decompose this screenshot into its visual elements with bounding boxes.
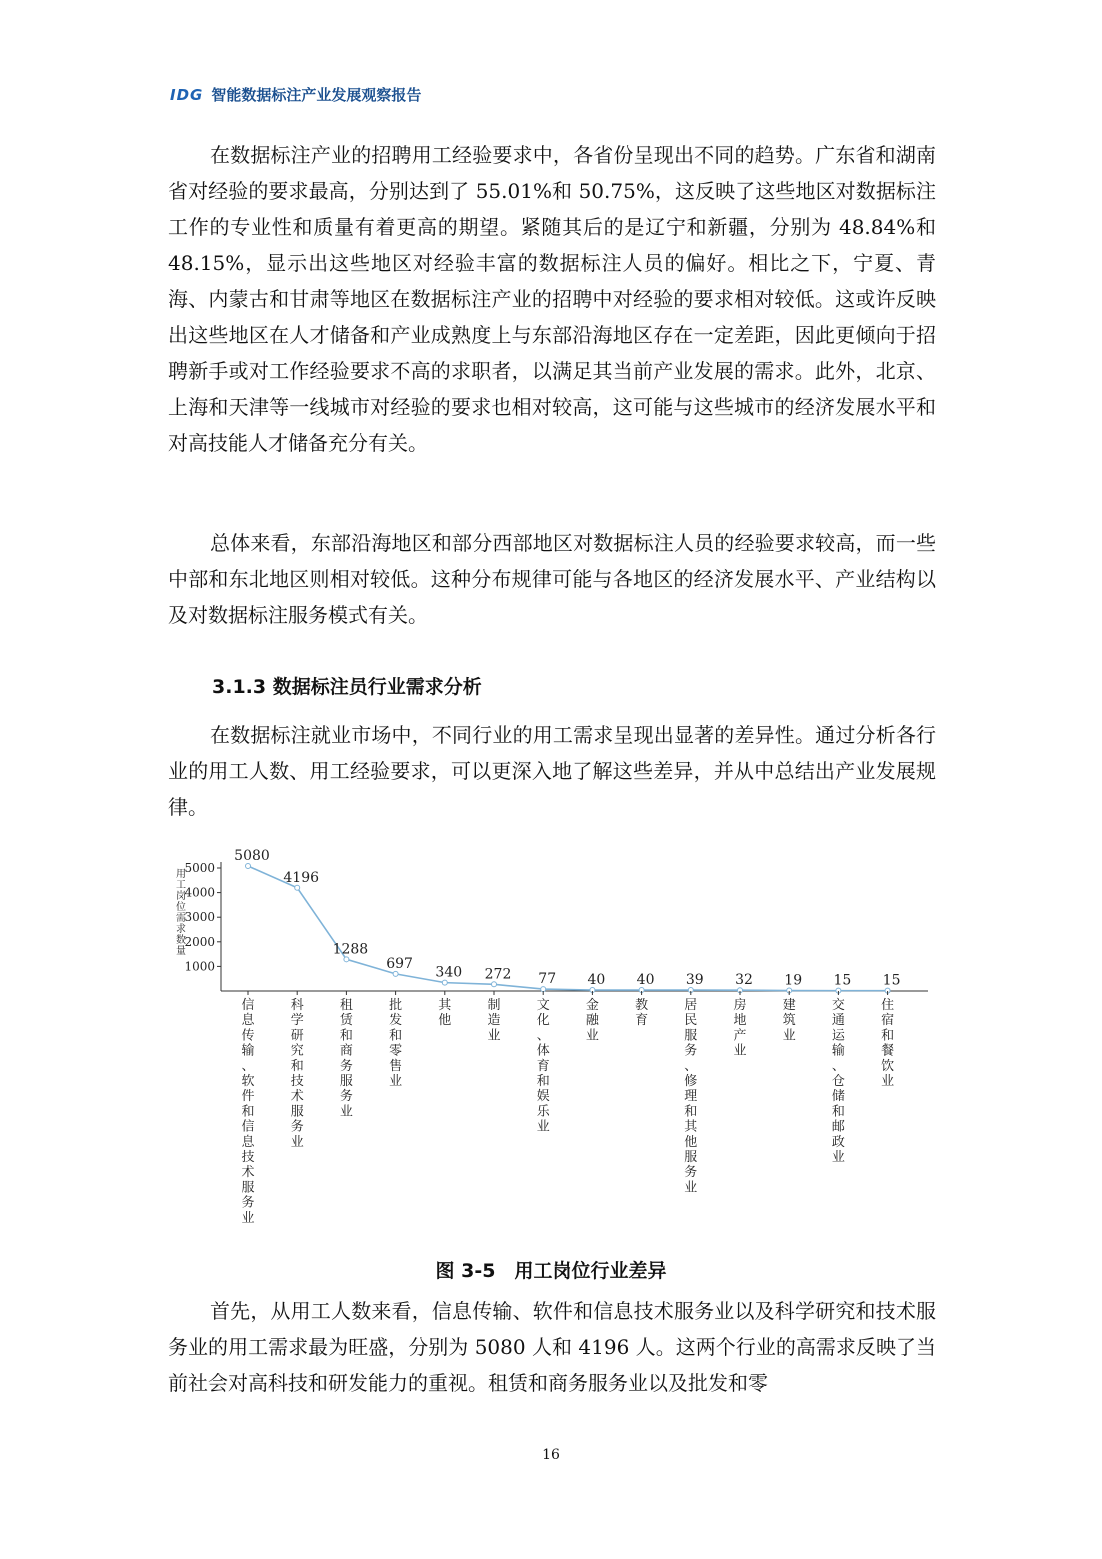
x-tick-label: 金融业 bbox=[585, 998, 599, 1044]
data-point bbox=[295, 885, 300, 890]
paragraph-industry-intro: 在数据标注就业市场中，不同行业的用工需求呈现出显著的差异性。通过分析各行业的用工人数、用工经验要求，可以更深入地了解这些差异，并从中总结出产业发展规律。 bbox=[168, 723, 936, 819]
data-label: 697 bbox=[386, 955, 413, 972]
y-tick-label: 2000 bbox=[184, 934, 215, 949]
data-point bbox=[442, 980, 447, 985]
paragraph-employment-count: 首先，从用工人数来看，信息传输、软件和信息技术服务业以及科学研究和技术服务业的用工需求最为旺盛，分别为 5080 人和 4196 人。这两个行业的高需求反映了当前社会对高科技和研发能力的重视。租赁和商务服务业以及批发和零 bbox=[168, 1299, 936, 1395]
data-label: 77 bbox=[538, 971, 557, 988]
x-tick-label: 居民服务、修理和其他服务业 bbox=[684, 998, 698, 1196]
paragraph-experience-by-province: 在数据标注产业的招聘用工经验要求中，各省份呈现出不同的趋势。广东省和湖南省对经验的要求最高，分别达到了 55.01%和 50.75%，这反映了这些地区对数据标注工作的专业性和质量有着更高的期望。紧随其后的是辽宁和新疆，分别为 48.84%和 48.15%，显示出这些地区对经验丰富的数据标注人员的偏好。相比之下，宁夏、青海、内蒙古和甘肃等地区在数据标注产业的招聘中对经验的要求相对较低。这或许反映出这些地区在人才储备和产业成熟度上与东部沿海地区存在一定差距，因此更倾向于招聘新手或对工作经验要求不高的求职者，以满足其当前产业发展的需求。此外，北京、上海和天津等一线城市对经验的要求也相对较高，这可能与这些城市的经济发展水平和对高技能人才储备充分有关。 bbox=[168, 143, 936, 455]
data-point bbox=[541, 987, 546, 992]
y-tick-label: 3000 bbox=[184, 910, 215, 925]
x-tick-label: 文化、体育和娱乐业 bbox=[536, 998, 550, 1135]
y-tick-label: 5000 bbox=[184, 861, 215, 875]
data-label: 340 bbox=[435, 964, 463, 981]
data-point bbox=[344, 957, 349, 962]
page-number: 16 bbox=[542, 1447, 560, 1463]
y-tick-label: 4000 bbox=[184, 885, 215, 900]
data-label: 15 bbox=[882, 972, 901, 989]
data-label: 15 bbox=[833, 972, 852, 989]
x-tick-label: 科学研究和技术服务业 bbox=[290, 998, 304, 1150]
data-label: 40 bbox=[587, 972, 606, 989]
x-tick-label: 住宿和餐饮业 bbox=[881, 998, 895, 1089]
x-tick-label: 交通运输、仓储和邮政业 bbox=[831, 998, 845, 1165]
report-title: 智能数据标注产业发展观察报告 bbox=[211, 86, 422, 104]
data-label: 4196 bbox=[283, 869, 320, 886]
x-tick-label: 信息传输、软件和信息技术服务业 bbox=[241, 998, 255, 1226]
x-tick-label: 建筑业 bbox=[782, 998, 796, 1044]
x-tick-label: 其他 bbox=[438, 998, 452, 1029]
data-point bbox=[393, 971, 398, 976]
idg-logo: IDG bbox=[170, 85, 204, 104]
data-label: 19 bbox=[784, 972, 803, 989]
data-point bbox=[492, 982, 497, 987]
y-axis-title: 用工岗位需求数量 bbox=[173, 868, 185, 956]
paragraph-summary: 总体来看，东部沿海地区和部分西部地区对数据标注人员的经验要求较高，而一些中部和东北地区则相对较低。这种分布规律可能与各地区的经济发展水平、产业结构以及对数据标注服务模式有关。 bbox=[168, 531, 936, 627]
chart-svg bbox=[165, 848, 940, 1243]
data-label: 32 bbox=[735, 972, 753, 989]
y-tick-label: 1000 bbox=[184, 959, 215, 974]
data-label: 5080 bbox=[234, 848, 270, 865]
section-heading: 3.1.3 数据标注员行业需求分析 bbox=[212, 676, 482, 698]
x-tick-label: 租赁和商务服务业 bbox=[339, 998, 353, 1120]
figure-caption: 图 3-5 用工岗位行业差异 bbox=[435, 1260, 667, 1282]
data-label: 1288 bbox=[332, 941, 369, 958]
data-point bbox=[246, 864, 251, 869]
x-tick-label: 教育 bbox=[635, 998, 649, 1029]
x-tick-label: 批发和零售业 bbox=[389, 998, 403, 1089]
data-label: 40 bbox=[636, 972, 655, 989]
data-label: 272 bbox=[484, 966, 512, 983]
x-tick-label: 制造业 bbox=[487, 998, 501, 1044]
x-tick-label: 房地产业 bbox=[733, 998, 747, 1059]
data-label: 39 bbox=[685, 972, 704, 989]
page-header bbox=[170, 84, 421, 105]
industry-demand-chart bbox=[165, 848, 940, 1243]
